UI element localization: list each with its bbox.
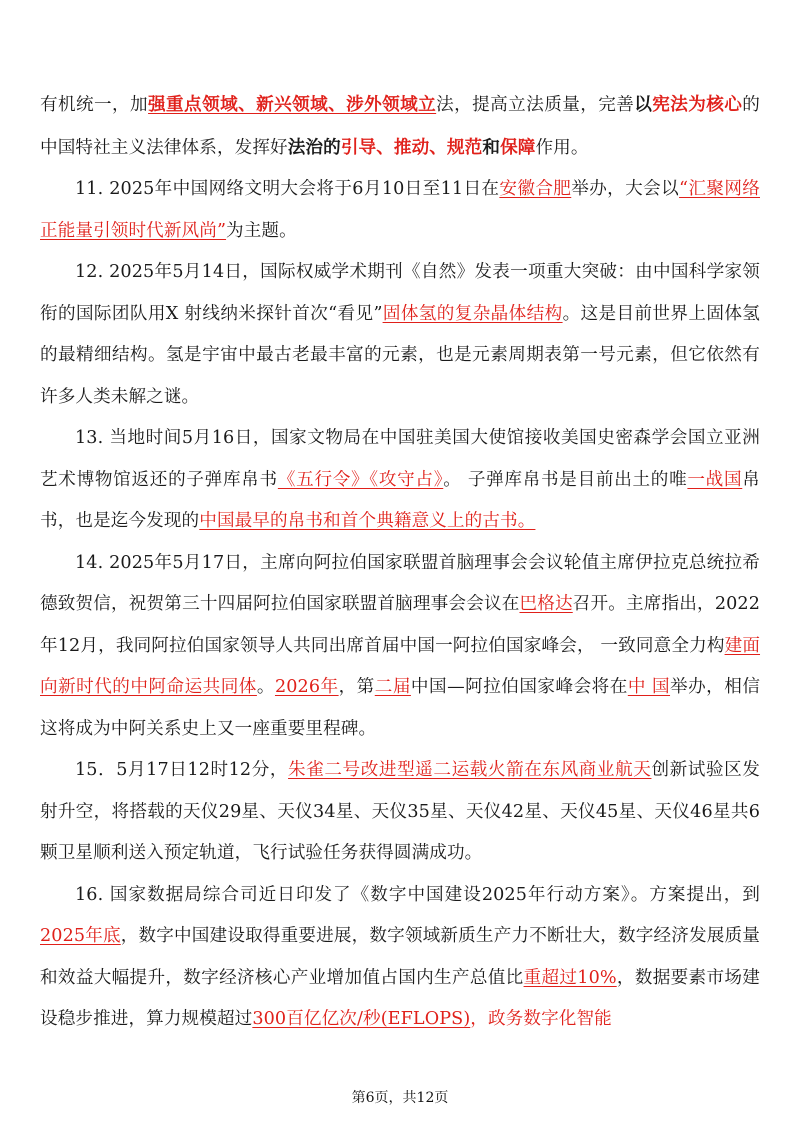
highlight-eflops: 300百亿亿次/秒(EFLOPS) xyxy=(252,1009,471,1029)
highlight-warring-states: 一战国 xyxy=(687,469,743,490)
highlight-second-summit: 二届 xyxy=(374,677,411,697)
highlight-guarantee: 保障 xyxy=(500,136,536,158)
highlight-rocket: 朱雀二号改进型遥二运载火箭在东风商业航天 xyxy=(288,760,652,780)
item-15: 15．5月17日12时12分，朱雀二号改进型遥二运载火箭在东风商业航天创新试验区发射升空，将搭载的天仪29星、天仪34星、天仪35星、天仪42星、天仪45星、天仪46星共6颗卫星顺利送入预定轨道，飞行试验任务获得圆满成功。 xyxy=(40,760,760,863)
highlight-location: 安徽合肥 xyxy=(499,179,572,199)
highlight-ten-percent: 重超过10% xyxy=(523,967,617,988)
highlight-legislation-areas: 强重点领域、新兴领域、涉外领域立 xyxy=(148,94,437,115)
highlight-end-2025: 2025年底 xyxy=(40,926,121,946)
highlight-baghdad: 巴格达 xyxy=(519,594,573,614)
item-16: 16. 国家数据局综合司近日印发了《数字中国建设2025年行动方案》。方案提出，到 2025年底，数字中国建设取得重要进展，数字领域新质生产力不断壮大，数字经济发展质量和效益大幅提升，数字经济核心产业增加值占国内生产总值比重超过10%，数据要素市场建设稳步推进，算力规模超过300百亿亿次/秒(EFLOPS)，政务数字化智能 xyxy=(40,884,761,1029)
highlight-earliest-book: 中国最早的帛书和首个典籍意义上的古书。 xyxy=(199,511,536,531)
highlight-silk-manuscripts: 《五行令》《攻守占》 xyxy=(277,469,444,490)
item-14: 14. 2025年5月17日，主席向阿拉伯国家联盟首脑理事会会议轮值主席伊拉克总统拉希德致贺信，祝贺第三十四届阿拉伯国家联盟首脑理事会会议在巴格达召开。主席指出，2022年12月，我同阿拉伯国家领导人共同出席首届中国一阿拉伯国家峰会， 一致同意全力构建面向新时代的中阿命运共同体。2026年，第二届中国—阿拉伯国家峰会将在中 国举办，相信这将成为中阿关系史上又一座重要里程碑。 xyxy=(40,552,761,739)
item-12: 12. 2025年5月14日，国际权威学术期刊《自然》发表一项重大突破：由中国科学家领衔的国际团队用X 射线纳米探针首次“看见”固体氢的复杂晶体结构。这是目前世界上固体氢的最精细结构。氢是宇宙中最古老最丰富的元素，也是元素周期表第一号元素，但它依然有许多人类未解之谜。 xyxy=(40,262,760,407)
highlight-china: 中 国 xyxy=(627,677,671,697)
highlight-theme: “汇聚网络正能量引领时代新风尚” xyxy=(40,179,760,241)
page-number-footer: 第6页，共12页 xyxy=(351,1090,449,1106)
highlight-roles: 引导、推动、规范 xyxy=(340,136,483,158)
item-13: 13. 当地时间5月16日，国家文物局在中国驻美国大使馆接收美国史密森学会国立亚洲艺术博物馆返还的子弹库帛书《五行令》《攻守占》。 子弹库帛书是目前出土的唯一战国帛书，也是迄今发现的中国最早的帛书和首个典籍意义上的古书。 xyxy=(40,428,760,531)
highlight-hydrogen-structure: 固体氢的复杂晶体结构 xyxy=(382,303,563,324)
item-11: 11. 2025年中国网络文明大会将于6月10日至11日在安徽合肥举办，大会以“汇聚网络正能量引领时代新风尚”为主题。 xyxy=(40,179,760,241)
intro-paragraph: 有机统一，加强重点领域、新兴领域、涉外领域立法，提高立法质量，完善以宪法为核心的中国特社主义法律体系，发挥好法治的引导、推动、规范和保障作用。 xyxy=(40,94,760,158)
highlight-community: 建面向新时代的中阿命运共同体 xyxy=(40,635,761,697)
highlight-constitution-core: 宪法为核心 xyxy=(652,94,743,115)
highlight-year-2026: 2026年 xyxy=(274,677,339,697)
